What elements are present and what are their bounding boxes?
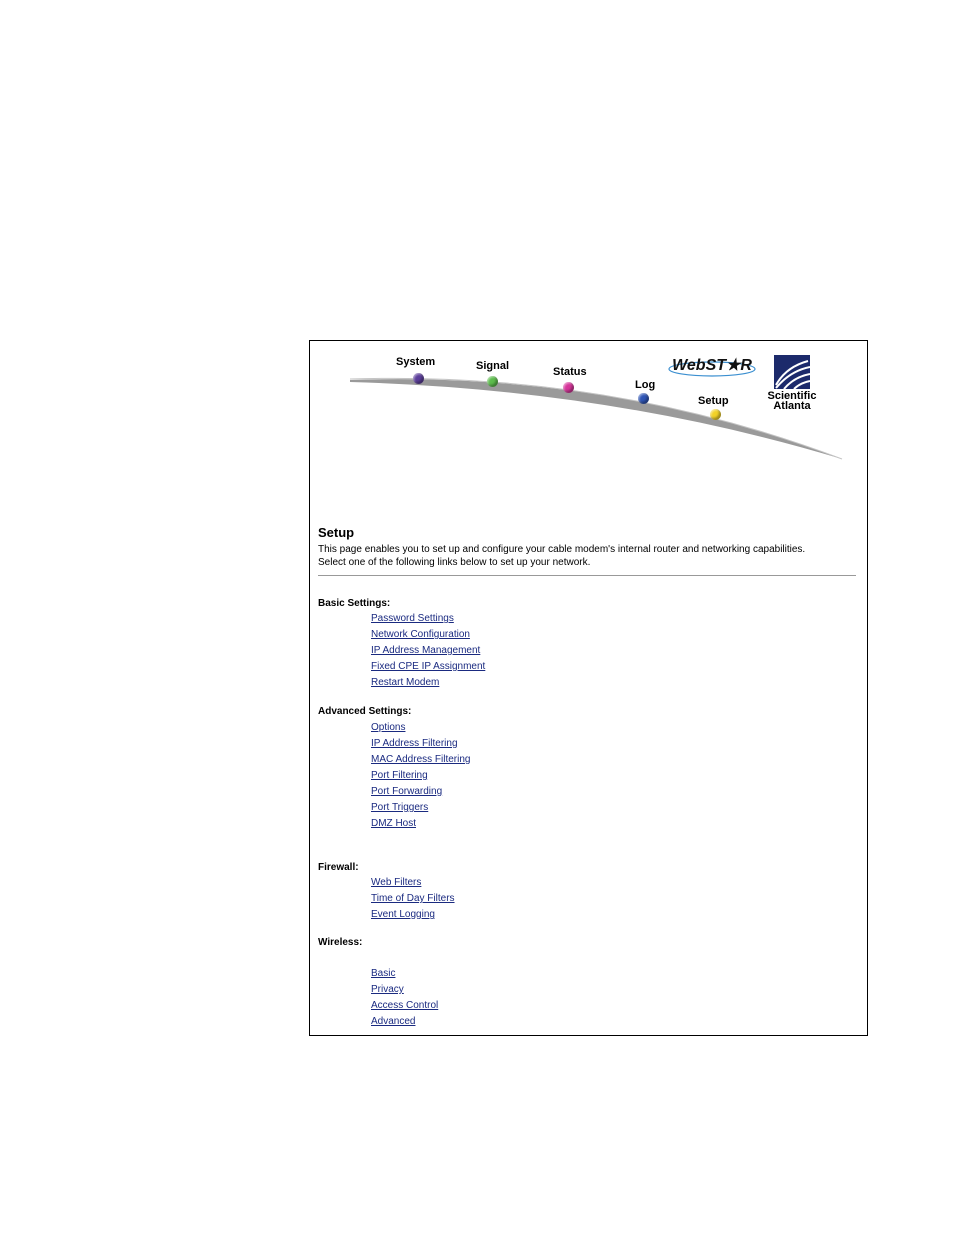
webstar-logo-text: WebST★R (672, 357, 752, 374)
wireless-section (318, 937, 362, 948)
advanced-settings-title: Advanced Settings: (318, 706, 412, 717)
link-network-configuration[interactable]: Network Configuration (371, 629, 470, 640)
page-title: Setup (318, 525, 355, 540)
link-time-of-day-filters[interactable]: Time of Day Filters (371, 893, 455, 904)
nav-system-dot[interactable] (413, 373, 424, 384)
advanced-settings-section (318, 706, 411, 717)
divider (318, 575, 856, 576)
link-ip-address-management[interactable]: IP Address Management (371, 645, 481, 656)
link-restart-modem[interactable]: Restart Modem (371, 677, 440, 688)
link-port-triggers[interactable]: Port Triggers (371, 802, 429, 813)
setup-page-frame (309, 340, 868, 1036)
nav-signal-dot[interactable] (487, 376, 498, 387)
wireless-links (371, 966, 438, 1030)
link-port-filtering[interactable]: Port Filtering (371, 770, 428, 781)
basic-settings-section (318, 598, 390, 609)
nav-status-dot[interactable] (563, 382, 574, 393)
link-ip-address-filtering[interactable]: IP Address Filtering (371, 738, 458, 749)
firewall-title: Firewall: (318, 862, 359, 873)
wireless-title: Wireless: (318, 937, 363, 948)
nav-system-label[interactable]: System (396, 356, 436, 368)
nav-log-label[interactable]: Log (635, 379, 656, 391)
link-dmz-host[interactable]: DMZ Host (371, 818, 416, 829)
link-password-settings[interactable]: Password Settings (371, 613, 454, 624)
basic-settings-links (371, 611, 485, 691)
link-event-logging[interactable]: Event Logging (371, 909, 435, 920)
webstar-logo-icon (668, 355, 756, 377)
nav-setup-dot[interactable] (710, 409, 721, 420)
link-port-forwarding[interactable]: Port Forwarding (371, 786, 443, 797)
firewall-section (318, 862, 359, 873)
basic-settings-title: Basic Settings: (318, 598, 391, 609)
link-wireless-privacy[interactable]: Privacy (371, 984, 404, 995)
link-wireless-advanced[interactable]: Advanced (371, 1016, 416, 1027)
link-fixed-cpe-ip-assignment[interactable]: Fixed CPE IP Assignment (371, 661, 486, 672)
nav-signal-label[interactable]: Signal (476, 360, 510, 372)
nav-banner (310, 341, 867, 471)
link-wireless-access-control[interactable]: Access Control (371, 1000, 439, 1011)
advanced-settings-links (371, 720, 470, 832)
scientific-atlanta-logo-icon (774, 355, 810, 389)
nav-status-label[interactable]: Status (553, 366, 587, 378)
nav-log-dot[interactable] (638, 393, 649, 404)
nav-setup-label[interactable]: Setup (698, 395, 729, 407)
link-options[interactable]: Options (371, 722, 406, 733)
main-content (318, 525, 856, 1027)
link-wireless-basic[interactable]: Basic (371, 968, 396, 979)
page-description-line1: This page enables you to set up and configure your cable modem's internal router and networking capabilities. (318, 544, 806, 555)
page-description-line2: Select one of the following links below to set up your network. (318, 557, 591, 568)
link-web-filters[interactable]: Web Filters (371, 877, 422, 888)
scientific-atlanta-logo-text: Scientific Atlanta (767, 390, 817, 412)
firewall-links (371, 875, 455, 923)
link-mac-address-filtering[interactable]: MAC Address Filtering (371, 754, 471, 765)
